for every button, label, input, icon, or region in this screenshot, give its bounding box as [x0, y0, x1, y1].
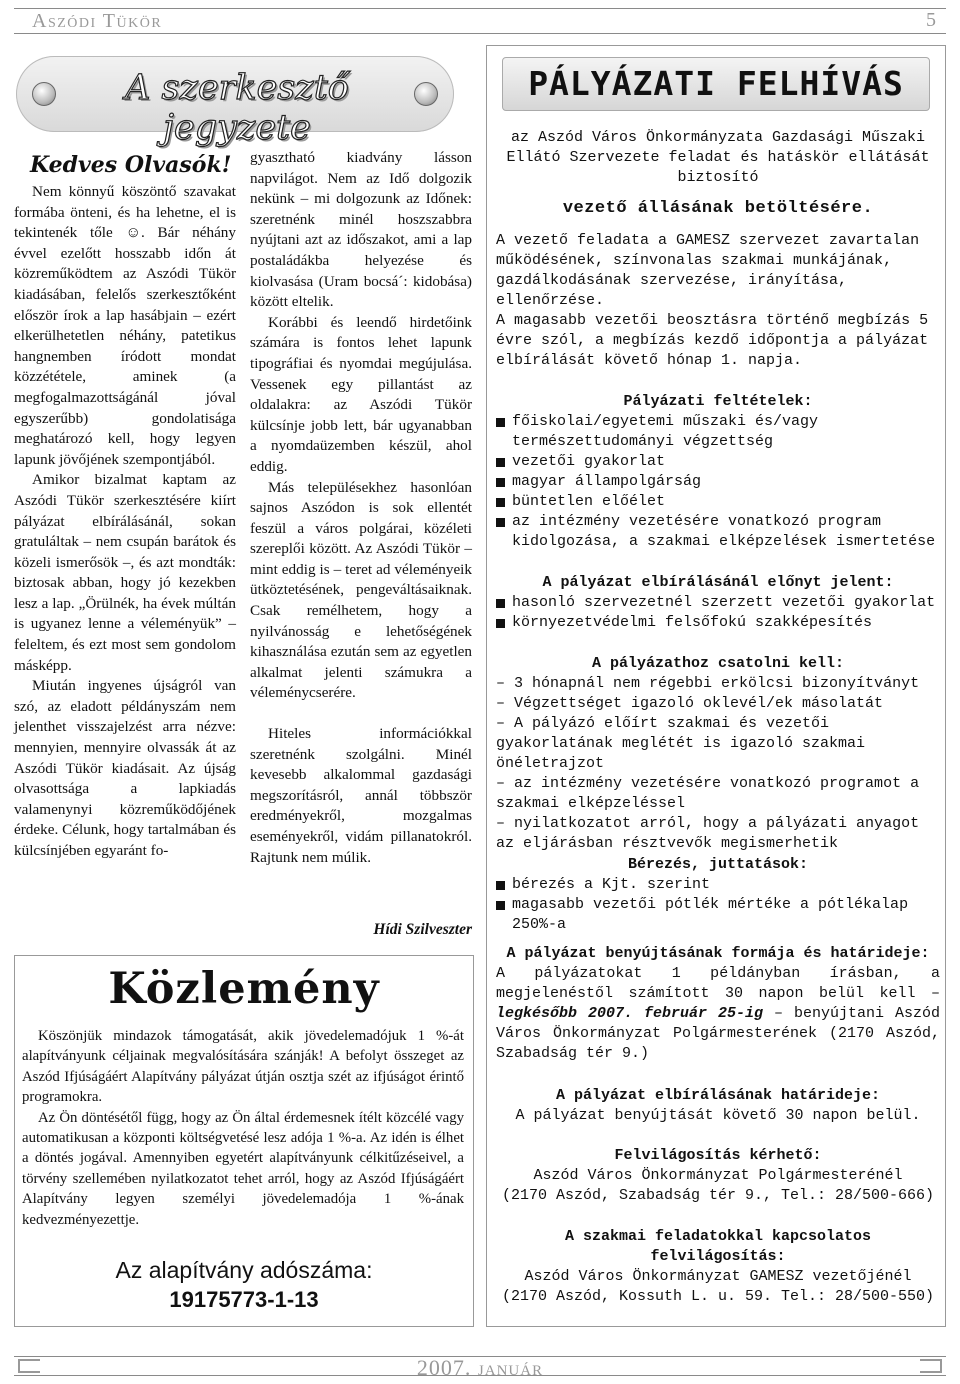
tender-header: [502, 57, 930, 111]
list-item: – Végzettséget igazoló oklevél/ek másolatát: [496, 695, 884, 712]
tender-term: A magasabb vezetői beosztásra történő megbízás 5 évre szól, a megbízás kezdő időpontja a pályázat elbírálását követő hónap 1. napja.: [496, 312, 929, 369]
evaluation-text: A pályázat benyújtását követő 30 napon belül.: [515, 1107, 921, 1124]
submission-text-b: – benyújtani Aszód Város Önkormányzat Polgármesterének (2170 Aszód, Szabadság tér 9.): [496, 1005, 940, 1062]
list-item: az intézmény vezetésére vonatkozó program kidolgozása, a szakmai elképzelések ismertetése: [496, 512, 940, 552]
editor-column-2: [250, 148, 472, 868]
page-footer: [14, 1355, 946, 1380]
notice-title: Közlemény: [108, 964, 380, 1014]
info-line: (2170 Aszód, Szabadság tér 9., Tel.: 28/500-666): [501, 1187, 935, 1204]
paragraph: Korábbi és leendő hirdetőink számára is fontos lehet lapunk tipográfiai és nyomdai megújulása. Vessenek egy pillantást az oldalakra: az Aszódi Tükör külcsínje jobb lett, bár ugyanabban a nyomdaüzemben készül, ahol eddig.: [250, 313, 472, 475]
submission-text: [496, 964, 940, 1064]
paragraph: Nem könnyű köszöntő szavakat formába önteni, és ha lehetne, el is tekintenék tőle ☺. Bár néhány évvel ezelőtt hosszabb időn át közreműködtem az Aszódi Tükör kiadásában, felelős szerkesztőként először írok a lap hasábjain – ezért elkerülhetetlen néhány, patetikus hangnemben íródott mondat közzététele, aminek (a megfogalmazottságánál jóval egyszerűbb) gondolatisága meghatározó kell, hogy legyen lapunk jövőjének szempontjából.: [14, 183, 236, 468]
paragraph: Amikor bizalmat kaptam az Aszódi Tükör szerkesztésére kiírt pályázat elbírálásánál, sokan gratuláltak – nem csupán barátok és közeli ismerősök –, és azt mondták: biztosak abban, hogy jó kezekben lesz a lap. „Örülnék, ha évek múltán is ugyanez lenne a véleményük” – feleltem, és ezt most sem gondolom másképp.: [14, 471, 236, 674]
professional-info-line: Aszód Város Önkormányzat GAMESZ vezetőjénél: [524, 1268, 912, 1285]
submission-text-a: A pályázatokat 1 példányban írásban, a megjelenéstől számított 30 napon belül kell –: [496, 965, 940, 1002]
list-item: büntetlen előélet: [496, 492, 940, 512]
list-item: bérezés a Kjt. szerint: [496, 875, 940, 895]
list-item: környezetvédelmi felsőfokú szakképesítés: [496, 613, 940, 633]
pay-list: [496, 875, 940, 935]
professional-info-line: (2170 Aszód, Kossuth L. u. 59. Tel.: 28/500-550): [501, 1288, 935, 1305]
editor-column-1: [14, 182, 236, 862]
publication-title: Aszódi Tükör: [32, 10, 163, 32]
page-header: [14, 8, 946, 34]
editor-banner: [16, 56, 454, 148]
tender-duties: A vezető feladata a GAMESZ szervezet zavartalan működésének, színvonalas szakmai munkájának, gazdálkodásának szervezése, irányítása, ellenőrzése.: [496, 232, 920, 309]
editor-title: A szerkesztő jegyzete: [125, 68, 349, 148]
requirements-title: Pályázati feltételek:: [623, 393, 813, 410]
signature: Hídi Szilveszter: [373, 921, 472, 938]
attachments-title: A pályázathoz csatolni kell:: [591, 655, 845, 672]
notice-body: [22, 1026, 464, 1230]
account-number: 19175773-1-13: [169, 1287, 319, 1312]
account-label: Az alapítvány adószáma:: [115, 1257, 373, 1283]
list-item: főiskolai/egyetemi műszaki és/vagy természettudományi végzettség: [496, 412, 940, 452]
advantages-title: A pályázat elbírálásánál előnyt jelent:: [542, 574, 894, 591]
info-title: Felvilágosítás kérhető:: [614, 1147, 822, 1164]
list-item: magyar állampolgárság: [496, 472, 940, 492]
attachments-list: [496, 674, 940, 854]
list-item: hasonló szervezetnél szerzett vezetői gyakorlat: [496, 593, 940, 613]
issue-date: 2007. január: [416, 1355, 544, 1380]
list-item: – A pályázó előírt szakmai és vezetői gyakorlatának meglétét is igazoló szakmai önéletrajzot: [496, 715, 866, 772]
bullet-knob-icon: [414, 82, 438, 106]
list-item: magasabb vezetői pótlék mértéke a pótlékalap 250%-a: [496, 895, 940, 935]
list-item: – az intézmény vezetésére vonatkozó programot a szakmai elképzeléssel: [496, 775, 920, 812]
page-number: 5: [926, 9, 936, 31]
paragraph: Miután ingyenes újságról van szó, az eladott példányszám nem jelenthet visszajelzést arra nézve: mennyien, mennyire olvassák át az Aszódi Tükör kiadásait. Az újság olvasottsága a lapkiadás valamenynyi közreműködőjének érdeke. Célunk, hogy tartalmában és külcsínjében egyaránt fo-: [14, 677, 236, 859]
paragraph: gyasztható kiadvány lásson napvilágot. Nem az Idő dolgozik nekünk – mi dolgozunk az Időnek: szeretnénk minél hoszszabbra nyújtani azt az időszakot, ami a lap postaládákba helyezése és kiolvasása (Uram bocsá´: kidobása) között eltelik.: [250, 149, 472, 311]
bullet-knob-icon: [32, 82, 56, 106]
list-item: – 3 hónapnál nem régebbi erkölcsi bizonyítványt: [496, 675, 920, 692]
paragraph: Köszönjük mindazok támogatását, akik jövedelemadójuk 1 %-át alapítványunk céljainak megvalósítására szánják! A befolyt összeget az Aszód Ifjúságáért Alapítvány pályázat útján osztja szét az ifjúságot érintő programokra.: [22, 1028, 464, 1106]
evaluation-title: A pályázat elbírálásának határideje:: [555, 1087, 881, 1104]
list-item: – nyilatkozatot arról, hogy a pályázati anyagot az eljárásban résztvevők megismerhetik: [496, 815, 920, 852]
greeting: Kedves Olvasók!: [30, 152, 232, 178]
submission-deadline: legkésőbb 2007. február 25-ig: [496, 1005, 763, 1022]
advantages-list: [496, 593, 940, 633]
paragraph: Hiteles információkkal szeretnénk szolgálni. Minél kevesebb alkalommal gazdasági megszorításról, annál többször eredményekről, mozgalmas eseményekről, vidám pillanatokról. Rajtunk nem múlik.: [250, 725, 472, 866]
paragraph: Más településekhez hasonlóan sajnos Aszódon is sok ellentét feszül a város polgárai, közéleti szereplői között. Az Aszódi Tükör – mint eddig is – teret ad véleményeik ütköztetésének, pengeváltásaiknak. Csak remélhetem, hogy a nyilvánosság e lehetőségének kihasználása ezután sem az egyetlen alkalmat jelenti számukra a véleménycserére.: [250, 478, 472, 702]
ornament-icon: [920, 1359, 942, 1373]
requirements-list: [496, 412, 940, 552]
professional-info-title: A szakmai feladatokkal kapcsolatos felvilágosítás:: [564, 1228, 872, 1265]
pay-title: Bérezés, juttatások:: [627, 856, 809, 873]
list-item: vezetői gyakorlat: [496, 452, 940, 472]
tender-position: vezető állásának betöltésére.: [562, 199, 874, 218]
tender-intro: az Aszód Város Önkormányzata Gazdasági Műszaki Ellátó Szervezete feladat és hatáskör ellátását biztosító: [506, 129, 930, 186]
submission-title: A pályázat benyújtásának formája és határideje:: [506, 945, 930, 962]
paragraph: Az Ön döntésétől függ, hogy az Ön által érdemesnek ítélt közcélé vagy automatikusan a központi költségvetésé lesz adója 1 %-a. Az idén is élhet a döntés jogával. Amennyiben egyetért alapítványunk célkitűzéseivel, a törvény szellemében nyilatkozatot tehet arról, hogy az Aszód Ifjúságáért Alapítvány legyen személyi jövedelemadója 1 %-ának kedvezményezettje.: [22, 1109, 464, 1228]
info-line: Aszód Város Önkormányzat Polgármesterénél: [533, 1167, 903, 1184]
tender-title: PÁLYÁZATI FELHÍVÁS: [528, 64, 904, 103]
